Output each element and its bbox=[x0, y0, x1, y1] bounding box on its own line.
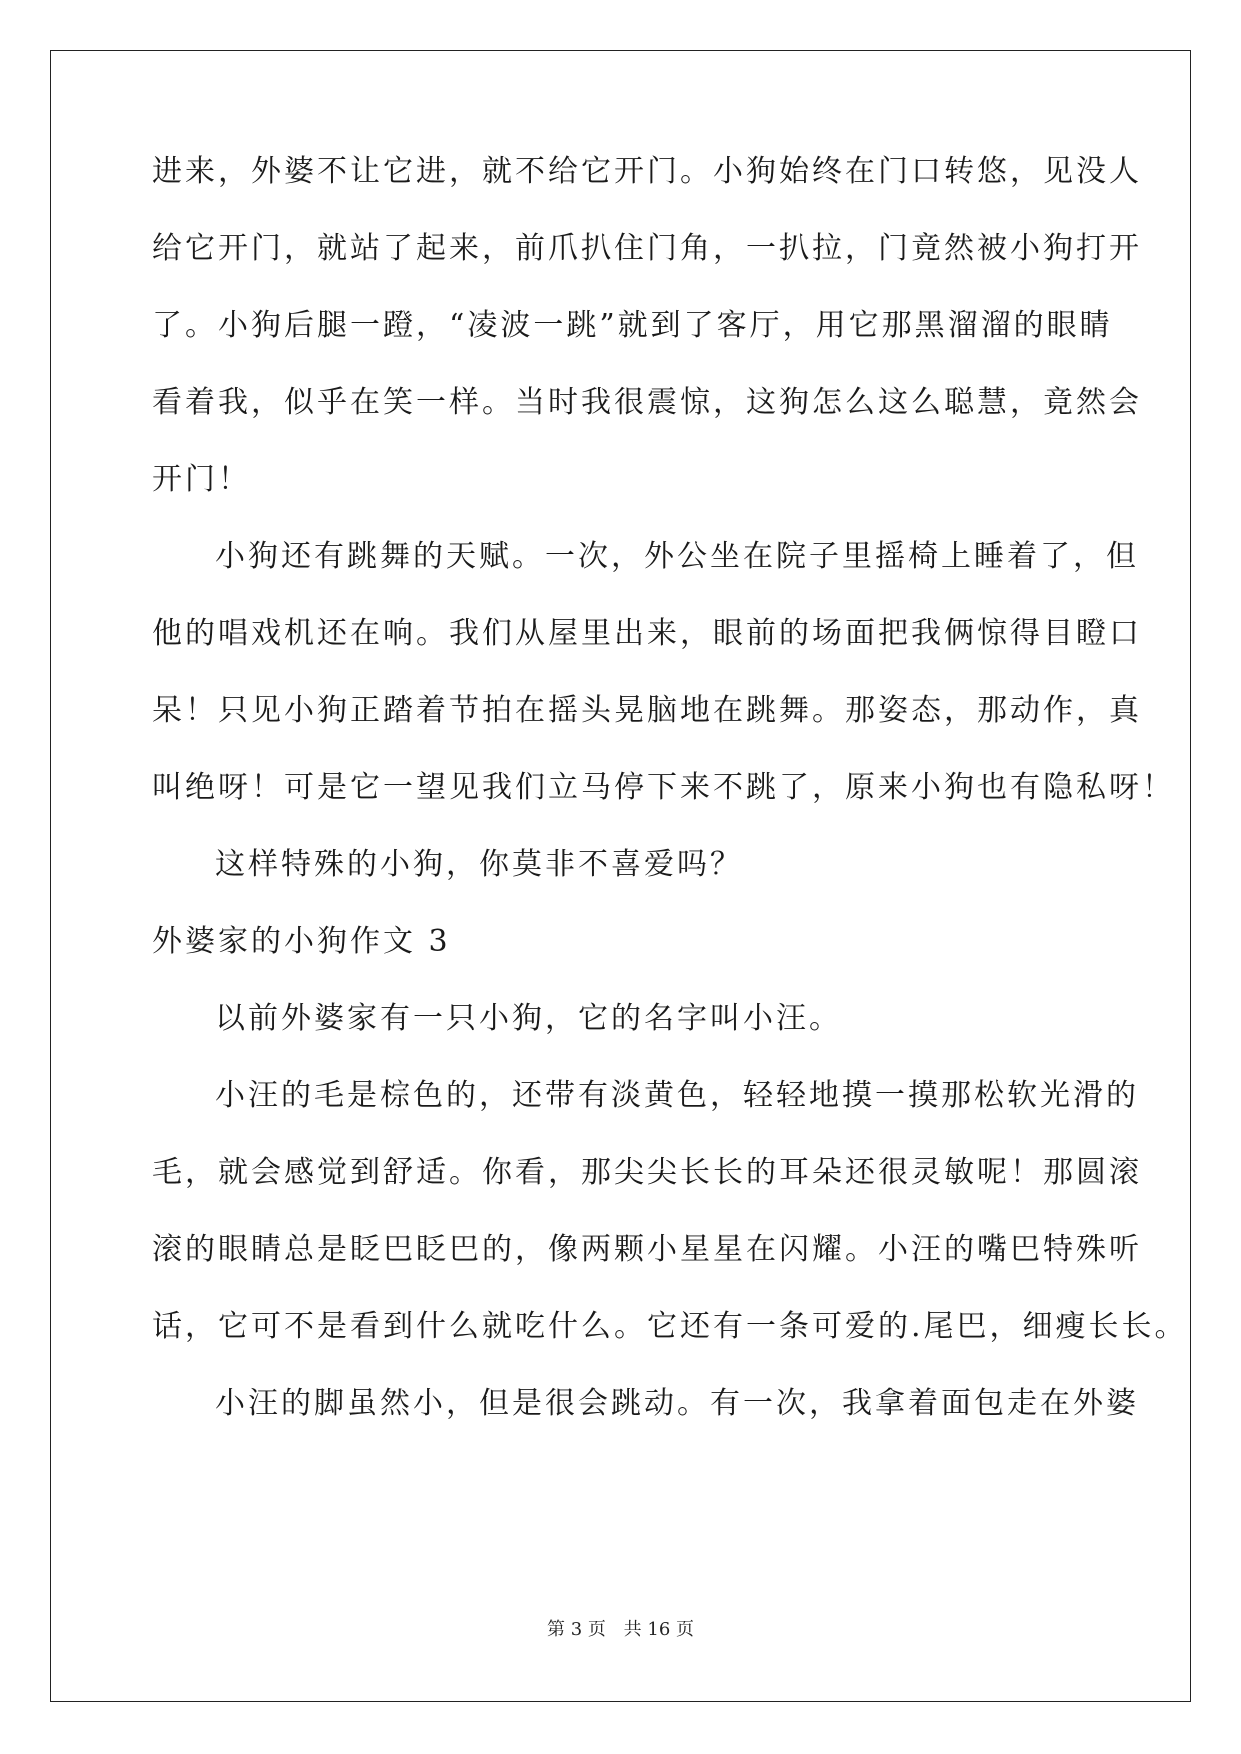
text-line: 小狗还有跳舞的天赋。一次，外公坐在院子里摇椅上睡着了，但 bbox=[215, 539, 1139, 574]
section-heading: 外婆家的小狗作文 3 bbox=[152, 924, 451, 959]
text-line: 滚的眼睛总是眨巴眨巴的，像两颗小星星在闪耀。小汪的嘴巴特殊听 bbox=[152, 1232, 1142, 1267]
text-line: 给它开门，就站了起来，前爪扒住门角，一扒拉，门竟然被小狗打开 bbox=[152, 231, 1142, 266]
text-line: 小汪的毛是棕色的，还带有淡黄色，轻轻地摸一摸那松软光滑的 bbox=[215, 1078, 1139, 1113]
page-total: 共 16 页 bbox=[623, 1619, 694, 1640]
text-line: 话，它可不是看到什么就吃什么。它还有一条可爱的.尾巴，细瘦长长。 bbox=[152, 1309, 1188, 1344]
text-line: 看着我，似乎在笑一样。当时我很震惊，这狗怎么这么聪慧，竟然会 bbox=[152, 385, 1142, 420]
text-line: 叫绝呀！可是它一望见我们立马停下来不跳了，原来小狗也有隐私呀！ bbox=[152, 770, 1175, 805]
text-line: 这样特殊的小狗，你莫非不喜爱吗？ bbox=[215, 847, 743, 882]
text-line: 毛，就会感觉到舒适。你看，那尖尖长长的耳朵还很灵敏呢！那圆滚 bbox=[152, 1155, 1142, 1190]
text-line: 了。小狗后腿一蹬，“凌波一跳”就到了客厅，用它那黑溜溜的眼睛 bbox=[152, 308, 1113, 343]
page-footer bbox=[0, 1618, 1241, 1642]
text-line: 呆！只见小狗正踏着节拍在摇头晃脑地在跳舞。那姿态，那动作，真 bbox=[152, 693, 1142, 728]
page-number: 第 3 页 bbox=[547, 1619, 606, 1640]
text-line: 进来，外婆不让它进，就不给它开门。小狗始终在门口转悠，见没人 bbox=[152, 154, 1142, 189]
text-line: 开门！ bbox=[152, 462, 251, 497]
text-line: 以前外婆家有一只小狗，它的名字叫小汪。 bbox=[215, 1001, 842, 1036]
text-line: 他的唱戏机还在响。我们从屋里出来，眼前的场面把我俩惊得目瞪口 bbox=[152, 616, 1142, 651]
text-line: 小汪的脚虽然小，但是很会跳动。有一次，我拿着面包走在外婆 bbox=[215, 1386, 1139, 1421]
